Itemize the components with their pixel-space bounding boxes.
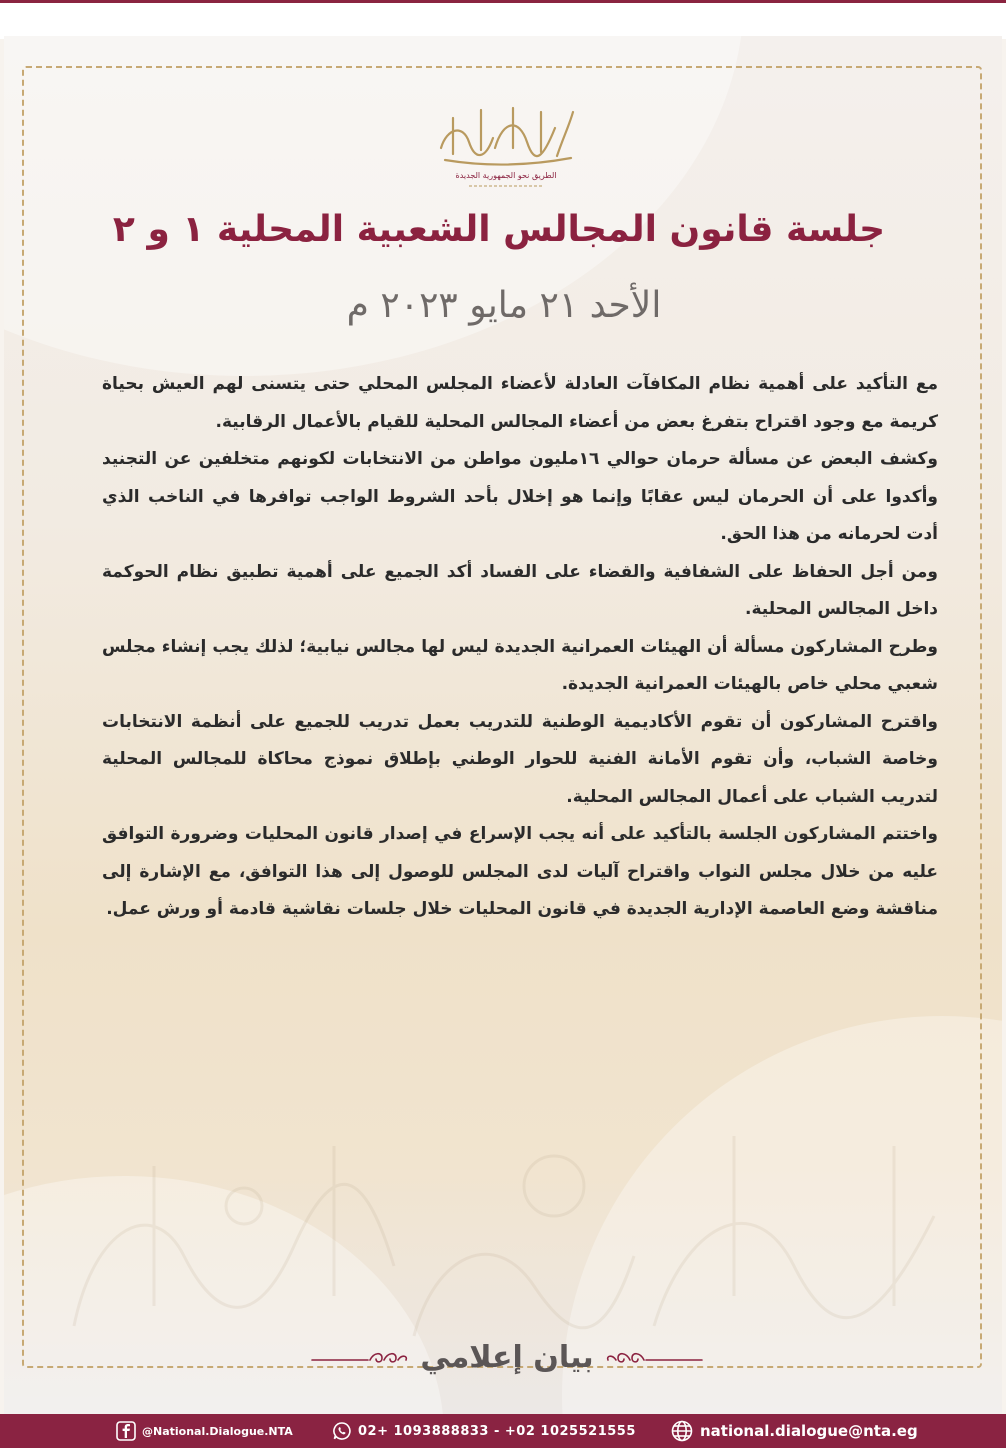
phone-numbers-text: 02+ 1093888833 - +02 1025521555 (358, 1423, 636, 1439)
whatsapp-icon (332, 1421, 352, 1441)
page-title: جلسة قانون المجالس الشعبية المحلية ١ و ٢ (112, 209, 886, 250)
email-text: national.dialogue@nta.eg (700, 1422, 918, 1440)
globe-icon (670, 1419, 694, 1443)
paragraph: واختتم المشاركون الجلسة بالتأكيد على أنه يجب الإسراع في إصدار قانون المحليات وضرورة التوافق عليه من خلال مجلس النواب واقتراح آليات لدى المجلس للوصول إلى هذا التوافق، مع الإشارة إلى مناقشة وضع العاصمة الإدارية الجديدة في قانون المحليات خلال جلسات نقاشية قادمة أو ورش عمل. (102, 824, 938, 919)
press-release-card (4, 36, 1002, 1414)
social-handle-text: @National.Dialogue.NTA (142, 1424, 293, 1438)
facebook-icon (116, 1421, 136, 1441)
top-strip (0, 0, 1006, 39)
session-date: الأحد ٢١ مايو ٢٠٢٣ م (346, 285, 662, 326)
paragraph: وطرح المشاركون مسألة أن الهيئات العمرانية الجديدة ليس لها مجالس نيابية؛ لذلك يجب إنشاء مجلس شعبي محلي خاص بالهيئات العمرانية الجديدة. (102, 636, 938, 694)
paragraph: واقترح المشاركون أن تقوم الأكاديمية الوطنية للتدريب بعمل تدريب للجميع على أنظمة الانتخابات وخاصة الشباب، وأن تقوم الأمانة الفنية للحوار الوطني بإطلاق نموذج محاكاة للمجالس المحلية لتدريب الشباب على أعمال المجالس المحلية. (102, 711, 938, 807)
logo-tagline: الطريق نحو الجمهورية الجديدة (455, 171, 557, 180)
paragraph: وكشف البعض عن مسألة حرمان حوالي ١٦مليون مواطن من الانتخابات لكونهم متخلفين عن التجنيد وأكدوا على أن الحرمان ليس عقابًا وإنما هو إخلال بأحد الشروط الواجب توافرها في الناخب الذي أدت لحرمانه من هذا الحق. (102, 449, 938, 544)
contact-footer (0, 1414, 1006, 1448)
paragraph: مع التأكيد على أهمية نظام المكافآت العادلة لأعضاء المجلس المحلي حتى يتسنى لهم العيش بحياة كريمة مع وجود اقتراح بتفرغ بعض من أعضاء المجالس المحلية للقيام بالأعمال الرقابية. (102, 374, 938, 432)
statement-body (102, 366, 938, 929)
ornament-icon (310, 1346, 410, 1370)
paragraph: ومن أجل الحفاظ على الشفافية والقضاء على الفساد أكد الجميع على أهمية تطبيق نظام الحوكمة داخل المجالس المحلية. (102, 561, 938, 619)
email-contact[interactable] (670, 1414, 918, 1448)
footer-heading (310, 1332, 704, 1392)
national-dialogue-logo (433, 98, 579, 194)
ornament-icon (604, 1346, 704, 1370)
social-handle[interactable] (116, 1414, 293, 1448)
press-release-label: بيان إعلامي (420, 1340, 594, 1375)
phone-numbers[interactable] (332, 1414, 636, 1448)
